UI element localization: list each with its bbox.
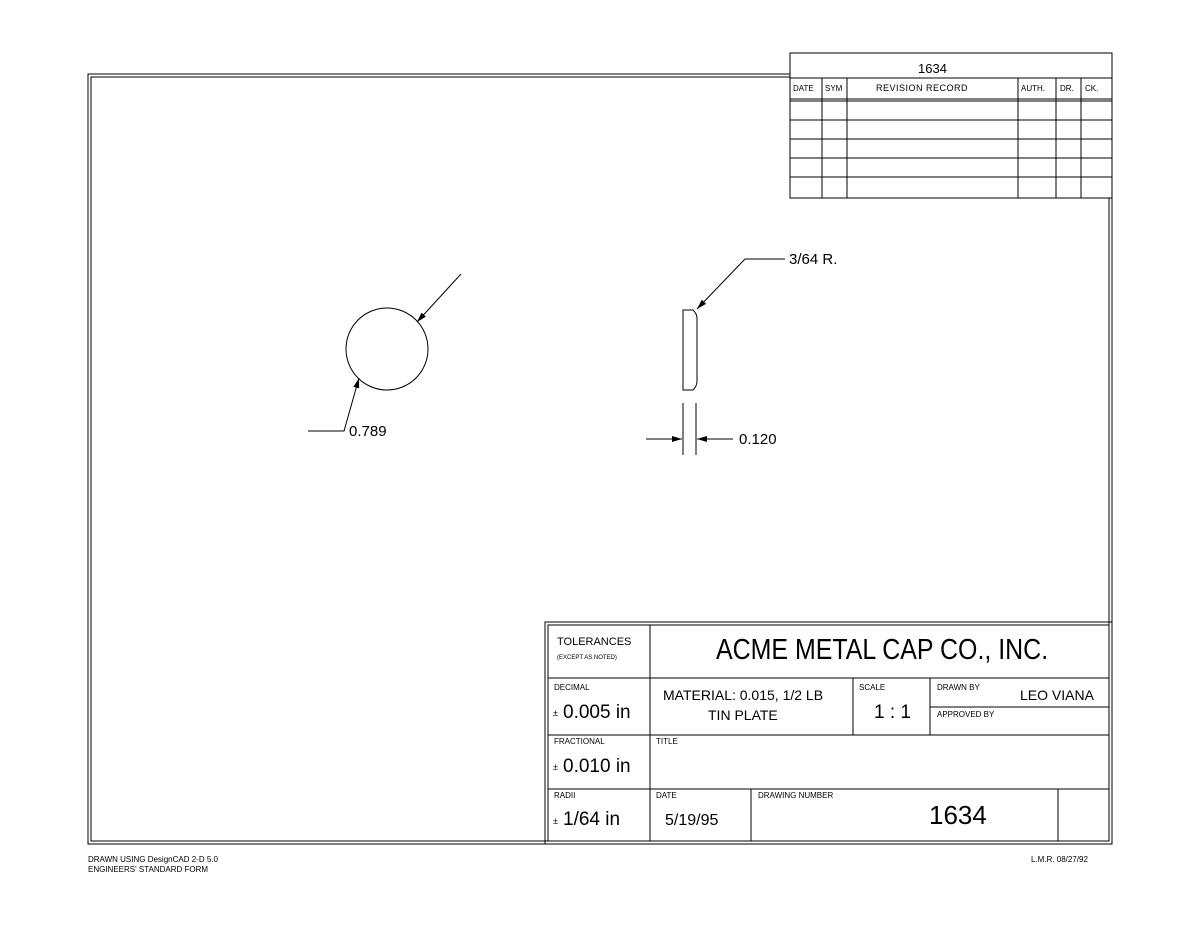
part-side-view: [646, 259, 785, 455]
revision-header-dr: DR.: [1060, 84, 1074, 93]
radius-leader: [697, 259, 785, 309]
revision-header-record: REVISION RECORD: [876, 83, 969, 93]
diameter-leader-top: [417, 274, 461, 322]
title-label: TITLE: [656, 737, 678, 746]
radius-dimension-label: 3/64 R.: [789, 251, 838, 268]
fractional-value: 0.010 in: [563, 756, 631, 777]
part-circle: [346, 308, 428, 390]
plate-profile: [683, 310, 697, 390]
radii-plus-minus: ±: [553, 816, 558, 826]
thickness-dimension-label: 0.120: [739, 431, 777, 448]
footer-form-note: ENGINEERS' STANDARD FORM: [88, 865, 209, 874]
radii-label: RADII: [554, 791, 576, 800]
drawn-by-value: LEO VIANA: [1020, 687, 1094, 703]
date-value: 5/19/95: [665, 812, 719, 829]
revision-number: 1634: [918, 61, 947, 76]
scale-label: SCALE: [859, 683, 886, 692]
revision-record-table: [790, 53, 1112, 198]
drawing-number-label: DRAWING NUMBER: [758, 791, 834, 800]
tolerances-label: TOLERANCES: [557, 636, 632, 648]
drawn-by-label: DRAWN BY: [937, 683, 980, 692]
tolerances-note: (EXCEPT AS NOTED): [557, 655, 617, 661]
drawing-number-value: 1634: [929, 800, 987, 830]
material-line-2: TIN PLATE: [708, 707, 778, 723]
fractional-plus-minus: ±: [553, 762, 558, 772]
revision-header-ck: CK.: [1085, 84, 1099, 93]
diameter-dimension-label: 0.789: [349, 423, 387, 440]
material-line-1: MATERIAL: 0.015, 1/2 LB: [663, 687, 824, 703]
revision-header-auth: AUTH.: [1021, 84, 1045, 93]
part-front-view: [308, 274, 461, 431]
decimal-plus-minus: ±: [553, 708, 558, 718]
scale-value: 1 : 1: [874, 702, 911, 723]
approved-by-label: APPROVED BY: [937, 710, 995, 719]
footer-initials-date: L.M.R. 08/27/92: [1031, 855, 1088, 864]
fractional-label: FRACTIONAL: [554, 737, 605, 746]
revision-header-sym: SYM: [825, 84, 843, 93]
decimal-value: 0.005 in: [563, 702, 631, 723]
decimal-label: DECIMAL: [554, 683, 590, 692]
radii-value: 1/64 in: [563, 809, 621, 830]
revision-header-date: DATE: [793, 84, 814, 93]
company-name: ACME METAL CAP CO., INC.: [716, 634, 1049, 666]
footer-software-note: DRAWN USING DesignCAD 2-D 5.0: [88, 855, 218, 864]
date-label: DATE: [656, 791, 677, 800]
